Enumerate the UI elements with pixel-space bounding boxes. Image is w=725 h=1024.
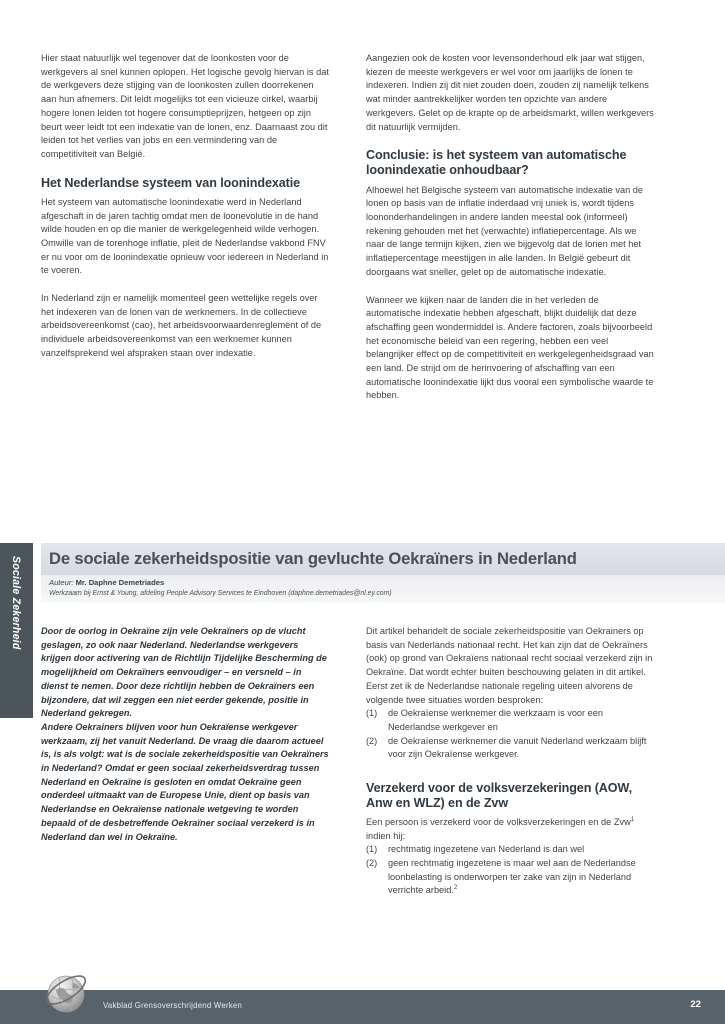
article-body [0, 625, 725, 975]
numbered-list [366, 707, 654, 762]
section-heading: Het Nederlandse systeem van loonindexatie [41, 175, 301, 190]
author-label: Auteur: [49, 578, 74, 587]
author-affiliation: Werkzaam bij Ernst & Young, afdeling People Advisory Services te Eindhoven (daphne.demetriades@nl.ey.com) [49, 589, 392, 597]
article-title-band [41, 543, 725, 575]
list-item [366, 735, 654, 762]
article-author-band [41, 575, 725, 603]
paragraph: Aangezien ook de kosten voor levensonderhoud elk jaar wat stijgen, kiezen de meeste werkgevers er wel voor om jaarlijks de lonen te indexeren. Indien zij dit niet zouden doen, zouden zij namelijk telkens wat minder aantrekkelijker worden ten opzichte van andere werkgevers. Gelet op de krapte op de arbeidsmarkt, willen werkgevers dit natuurlijk vermijden. [366, 53, 654, 132]
article-body-right-column [366, 625, 654, 898]
section-heading: Conclusie: is het systeem van automatische loonindexatie onhoudbaar? [366, 148, 627, 178]
top-article-right-column [366, 52, 654, 417]
footnote-marker: 1 [630, 815, 635, 823]
intro-paragraph: Door de oorlog in Oekraïne zijn vele Oekraïners op de vlucht geslagen, zo ook naar Nederland. Nederlandse werkgevers krijgen door activering van de Richtlijn Tijdelijke Bescherming de mogelijkheid om Oekraïners eenvoudiger – en versneld – in dienst te nemen. Door deze richtlijn hebben de Oekraïners een bijzondere, dat wil zeggen een niet eerder gekende, positie in Nederland gekregen. [41, 626, 327, 719]
paragraph-part-b: indien hij: [366, 830, 406, 841]
section-tab-label: Sociale Zekerheid [10, 556, 23, 650]
author-name: Mr. Daphne Demetriades [75, 578, 165, 587]
journal-name: Vakblad Grensoverschrijdend Werken [103, 1001, 243, 1010]
numbered-list [366, 843, 654, 898]
list-item-number: (2) [366, 735, 378, 746]
article-title: De sociale zekerheidspositie van gevluchte Oekraïners in Nederland [49, 549, 577, 568]
paragraph-part-a: Een persoon is verzekerd voor de volksverzekeringen en de Zvw [366, 816, 631, 827]
footnote-marker: 2 [453, 884, 458, 892]
section-heading: Verzekerd voor de volksverzekeringen (AOW, Anw en WLZ) en de Zvw [366, 781, 632, 811]
paragraph: Het systeem van automatische loonindexatie werd in Nederland afgeschaft in de jaren tachtig omdat men de loonevolutie in de hand wilde houden en op die manier de werkgelegenheid wilde verhogen. Omwille van de torenhoge inflatie, pleit de Nederlandse vakbond FNV er nu voor om de loonindexatie opnieuw voor iedereen in Nederland in te voeren. [41, 196, 329, 276]
list-item-text: de Oekraïense werknemer die werkzaam is voor een Nederlandse werkgever en [388, 708, 603, 732]
paragraph: In Nederland zijn er namelijk momenteel geen wettelijke regels over het indexeren van de lonen van de werknemers. In de collectieve arbeidsovereenkomst (cao), het arbeidsvoorwaardenreglement of de individuele arbeidsovereenkomst van een werknemer kunnen vanzelfsprekend wel afspraken staan over indexatie. [41, 293, 322, 358]
article-header [0, 543, 725, 611]
page-number: 22 [690, 999, 701, 1010]
paragraph [366, 816, 654, 843]
list-item-number: (1) [366, 708, 378, 719]
list-item [366, 843, 654, 857]
list-item [366, 707, 654, 734]
list-item-text: rechtmatig ingezetene van Nederland is dan wel [388, 844, 585, 855]
paragraph: Dit artikel behandelt de sociale zekerheidspositie van Oekrainers op basis van Nederlands nationaal recht. Het kan zijn dat de Oekraïners (ook) op grond van Oekraïens nationaal recht sociaal verzekerd zijn in Oekraïne. Dat wordt echter buiten beschouwing gelaten in dit artikel. Eerst zet ik de Nederlandse nationale regeling uiteen alvorens de volgende twee situaties worden besproken: [366, 626, 653, 705]
list-item [366, 857, 654, 898]
article-body-left-column [41, 625, 329, 844]
page-footer [0, 990, 725, 1024]
paragraph: Alhoewel het Belgische systeem van automatische indexatie van de lonen op basis van de inflatie inderdaad vrij uniek is, wordt tijdens loononderhandelingen in andere landen meestal ook (informeel) rekening gehouden met het (verwachte) inflatiepercentage. Als we naar de lange termijn kijken, zien we bijgevolg dat de lonen met het inflatiepercentage meestijgen in alle landen. In België gebeurt dit doorgaans wat sneller, gelet op de automatische indexatie. [366, 184, 644, 277]
paragraph: Hier staat natuurlijk wel tegenover dat de loonkosten voor de werkgevers al snel kunnen oplopen. Het logische gevolg hiervan is dat de werkgevers deze stijging van de loonkosten zullen doorrekenen aan hun afnemers. Dit leidt mogelijks tot een vicieuze cirkel, waarbij hogere lonen leiden tot hogere consumptieprijzen, hetgeen op zijn beurt weer leidt tot een indexatie van de lonen, enz. Daarnaast zou dit leiden tot het verlies van jobs en een vermindering van de competitiviteit van België. [41, 53, 329, 159]
author-byline [49, 578, 164, 588]
intro-paragraph: Andere Oekrainers blijven voor hun Oekraïense werkgever werkzaam, zij het vanuit Nederland. De vraag die daarom actueel is, is als volgt: wat is de sociale zekerheidspositie van Oekraïners in Nederland? Omdat er geen sociaal zekerheidsverdrag tussen Nederland en Oekraïne is gesloten en omdat Oekraïne geen onderdeel uitmaakt van de Europese Unie, dient op basis van Nederlandse en Oekraïense nationale wetgeving te worden bepaald of de desbetreffende Oekraïner sociaal verzekerd is in Nederland dan wel in Oekraïne. [41, 721, 329, 842]
top-article-continuation [0, 0, 725, 500]
paragraph: Wanneer we kijken naar de landen die in het verleden de automatische indexatie hebben afgeschaft, blijkt duidelijk dat deze afschaffing geen wondermiddel is. Andere factoren, zoals bijvoorbeeld het economische beleid van een regering, hebben een veel belangrijker effect op de competitiviteit en werkgelegenheidsgraad van een land. De strijd om de herinvoering of afschaffing van een automatische loonindexatie lijkt dus vooral een symbolische waarde te hebben. [366, 294, 654, 401]
globe-icon [42, 966, 94, 1018]
list-item-text: de Oekraïense werknemer die vanuit Nederland werkzaam blijft voor zijn Oekraïense werkgever. [388, 735, 647, 760]
top-article-left-column [41, 52, 329, 375]
list-item-number: (2) [366, 857, 378, 868]
list-item-number: (1) [366, 844, 378, 855]
list-item-text: geen rechtmatig ingezetene is maar wel aan de Nederlandse loonbelasting is onderworpen ter zake van zijn in Nederland verrichte arbeid. [388, 857, 636, 896]
